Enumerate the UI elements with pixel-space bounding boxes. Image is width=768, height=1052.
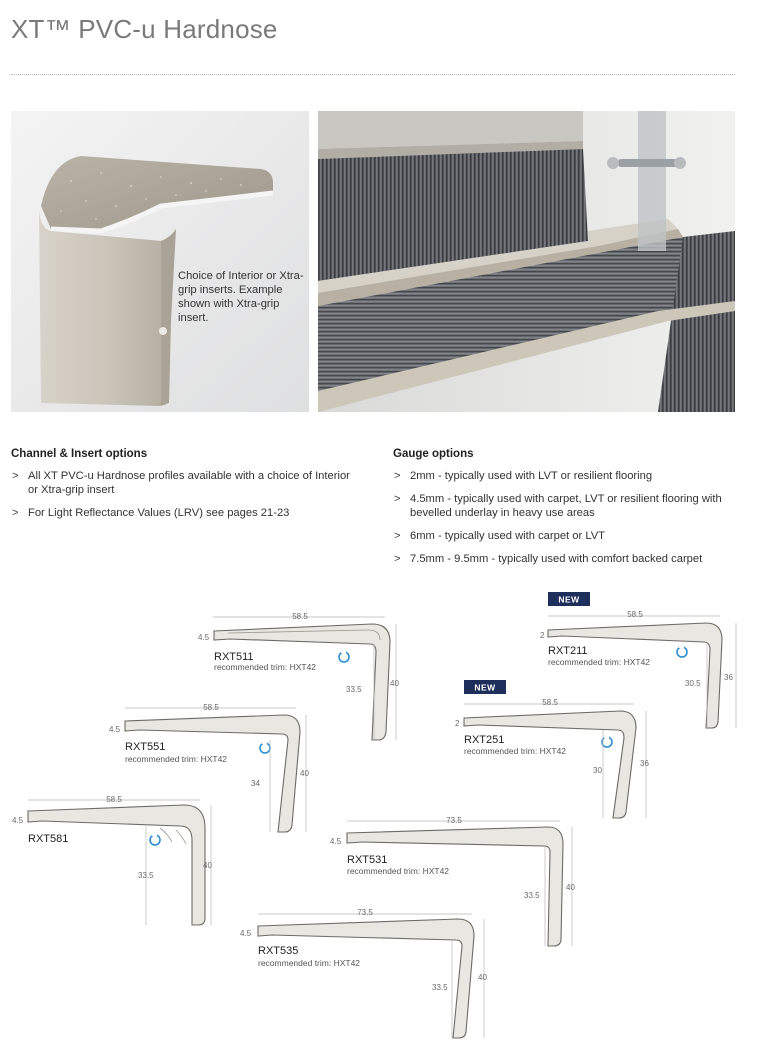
rxt211-trim: recommended trim: HXT42 [548,657,651,667]
profile-rxt211 [540,592,736,728]
rxt551-gauge: 4.5 [109,725,121,734]
rxt511-code: RXT511 [214,651,254,663]
profile-drawings-svg [0,580,768,1052]
rxt531-inner: 33.5 [524,891,540,900]
rxt251-inner: 30 [593,766,602,775]
gauge-list [393,469,743,566]
rxt211-width: 58.5 [627,610,643,619]
rxt211-inner: 30.5 [685,679,701,688]
list-item: > 2mm - typically used with LVT or resilient flooring [393,469,743,483]
photo-caption: Choice of Interior or Xtra-grip inserts. Example shown with Xtra-grip insert. [178,270,304,324]
rxt211-gauge: 2 [540,631,545,640]
profile-drawings [0,580,768,1052]
rxt535-inner: 33.5 [432,983,448,992]
refresh-icon [150,833,160,845]
rxt251-code: RXT251 [464,734,505,746]
list-item: > 7.5mm - 9.5mm - typically used with comfort backed carpet [393,552,743,566]
rxt531-width: 73.5 [446,816,462,825]
rxt581-code: RXT581 [28,833,69,845]
rxt251-width: 58.5 [542,698,558,707]
rxt535-width: 73.5 [357,908,373,917]
stair-installation-photo [318,111,735,412]
new-badge-label: NEW [474,682,496,693]
refresh-icon [339,650,349,662]
gauge-heading: Gauge options [393,448,474,460]
rxt511-trim: recommended trim: HXT42 [214,662,317,672]
channel-insert-section [11,447,361,529]
profile-rxt581 [12,795,212,925]
rxt511-width: 58.5 [292,612,308,621]
page-title: XT™ PVC-u Hardnose [11,14,278,44]
rxt551-inner: 34 [251,779,260,788]
new-badge-label: NEW [558,594,580,605]
product-photo-insert [11,111,309,412]
rxt535-gauge: 4.5 [240,929,252,938]
rxt511-inner: 33.5 [346,685,362,694]
rxt535-trim: recommended trim: HXT42 [258,958,361,968]
rxt211-height: 36 [724,673,733,682]
channel-heading: Channel & Insert options [11,448,148,460]
refresh-icon [260,741,270,753]
profile-rxt251 [455,680,649,818]
rxt535-profile-shape [258,919,474,1038]
rxt211-code: RXT211 [548,645,588,657]
refresh-icon [677,645,687,657]
list-item: > For Light Reflectance Values (LRV) see pages 21-23 [11,506,361,520]
rxt581-inner: 33.5 [138,871,154,880]
rxt511-height: 40 [390,679,399,688]
refresh-icon [602,735,612,747]
rxt551-height: 40 [300,769,309,778]
rxt511-gauge: 4.5 [198,633,210,642]
rxt531-code: RXT531 [347,854,388,866]
stair-illustration [318,111,735,412]
dotted-divider [11,74,735,75]
rxt581-profile-shape [28,805,205,925]
rxt535-code: RXT535 [258,945,299,957]
rxt531-gauge: 4.5 [330,837,342,846]
rxt535-height: 40 [478,973,487,982]
list-item: > 6mm - typically used with carpet or LVT [393,529,743,543]
rxt581-gauge: 4.5 [12,816,24,825]
rxt581-height: 40 [203,861,212,870]
rxt551-code: RXT551 [125,741,166,753]
profile-rxt535 [240,908,487,1038]
rxt531-height: 40 [566,883,575,892]
rxt251-trim: recommended trim: HXT42 [464,746,567,756]
list-item: > All XT PVC-u Hardnose profiles available with a choice of Interior or Xtra-grip insert [11,469,361,497]
rxt551-width: 58.5 [203,703,219,712]
rxt581-width: 58.5 [106,795,122,804]
gauge-section [393,447,743,575]
rxt551-trim: recommended trim: HXT42 [125,754,228,764]
rxt211-profile-shape [548,623,722,728]
rxt251-profile-shape [464,711,636,818]
rxt251-height: 36 [640,759,649,768]
channel-list [11,469,361,520]
rxt531-trim: recommended trim: HXT42 [347,866,450,876]
rxt251-gauge: 2 [455,719,460,728]
list-item: > 4.5mm - typically used with carpet, LVT or resilient flooring with bevelled underlay in heavy use areas [393,492,743,520]
hardnose-product-illustration [11,111,309,412]
